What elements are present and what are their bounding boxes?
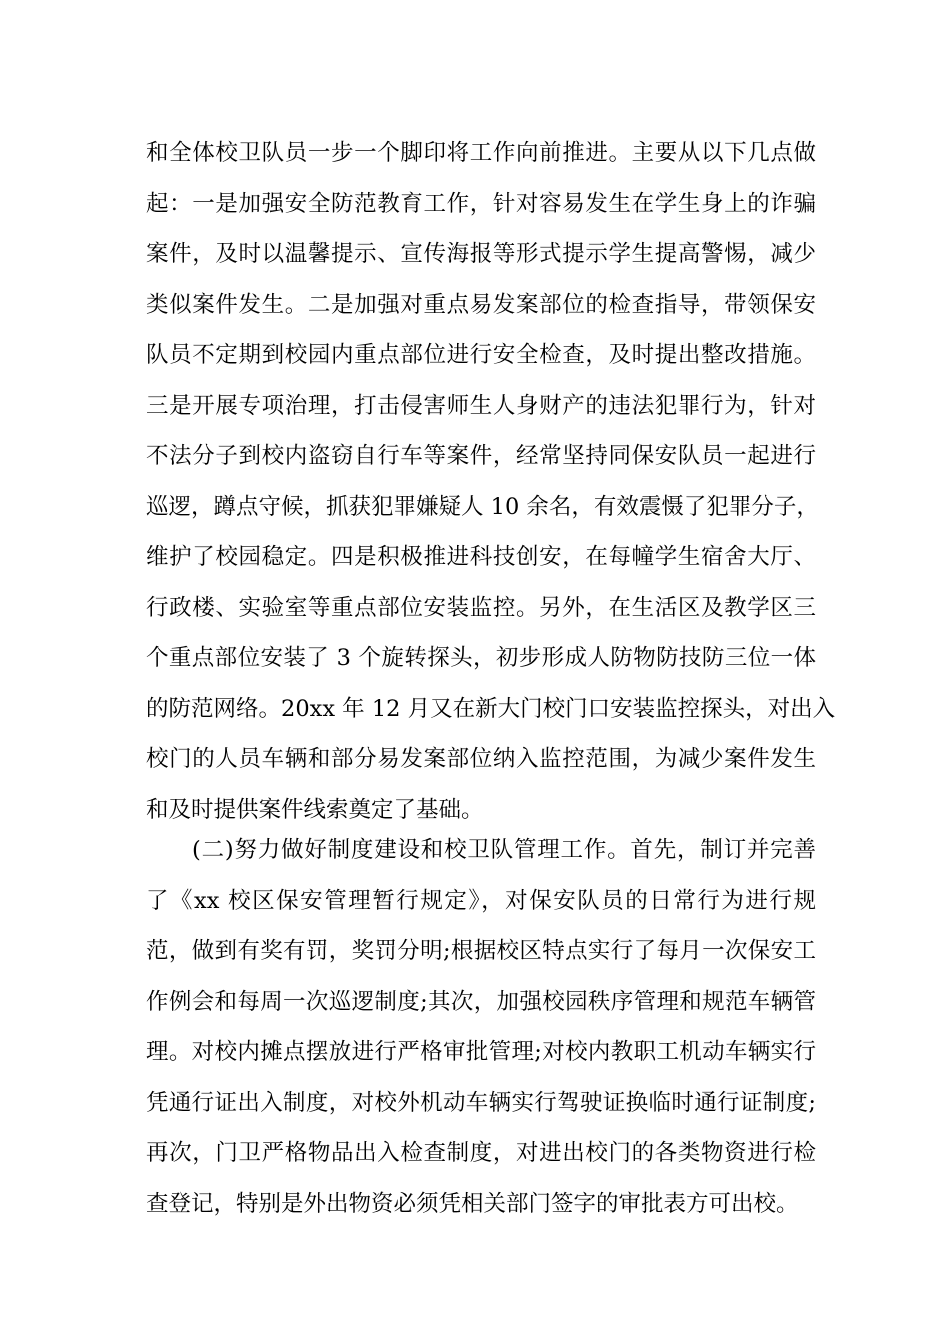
text-line: 队员不定期到校园内重点部位进行安全检查，及时提出整改措施。 xyxy=(146,342,816,368)
paragraph-1 xyxy=(146,128,836,835)
text-line: 和全体校卫队员一步一个脚印将工作向前推进。主要从以下几点做 xyxy=(146,140,816,166)
text-line: 的防范网络。20xx 年 12 月又在新大门校门口安装监控探头，对出入 xyxy=(146,695,836,722)
text-line: 和及时提供案件线索奠定了基础。 xyxy=(146,796,484,823)
text-line: 类似案件发生。二是加强对重点易发案部位的检查指导，带领保安 xyxy=(146,291,816,318)
text-line: (二)努力做好制度建设和校卫队管理工作。首先，制订并完善 xyxy=(192,837,816,863)
text-line: 查登记，特别是外出物资必须凭相关部门签字的审批表方可出校。 xyxy=(146,1190,799,1217)
text-line: 行政楼、实验室等重点部位安装监控。另外，在生活区及教学区三 xyxy=(146,594,816,621)
text-line: 校门的人员车辆和部分易发案部位纳入监控范围，为减少案件发生 xyxy=(146,746,816,772)
text-line: 凭通行证出入制度，对校外机动车辆实行驾驶证换临时通行证制度; xyxy=(146,1089,816,1116)
text-line: 再次，门卫严格物品出入检查制度，对进出校门的各类物资进行检 xyxy=(146,1140,816,1166)
text-line: 不法分子到校内盗窃自行车等案件，经常坚持同保安队员一起进行 xyxy=(146,443,816,469)
text-line: 了《xx 校区保安管理暂行规定》，对保安队员的日常行为进行规 xyxy=(146,887,816,914)
text-line: 起：一是加强安全防范教育工作，针对容易发生在学生身上的诈骗 xyxy=(146,190,816,217)
text-line: 维护了校园稳定。四是积极推进科技创安，在每幢学生宿舍大厅、 xyxy=(146,544,816,570)
paragraph-2 xyxy=(146,825,816,1229)
text-line: 作例会和每周一次巡逻制度;其次，加强校园秩序管理和规范车辆管 xyxy=(146,988,816,1015)
text-line: 理。对校内摊点摆放进行严格审批管理;对校内教职工机动车辆实行 xyxy=(146,1039,816,1065)
text-line: 巡逻，蹲点守候，抓获犯罪嫌疑人 10 余名，有效震慑了犯罪分子， xyxy=(146,493,819,520)
text-line: 三是开展专项治理，打击侵害师生人身财产的违法犯罪行为，针对 xyxy=(146,392,816,419)
text-line: 案件，及时以温馨提示、宣传海报等形式提示学生提高警惕，减少 xyxy=(146,241,816,267)
text-line: 个重点部位安装了 3 个旋转探头，初步形成人防物防技防三位一体 xyxy=(146,645,816,671)
text-line: 范，做到有奖有罚，奖罚分明;根据校区特点实行了每月一次保安工 xyxy=(146,938,816,964)
